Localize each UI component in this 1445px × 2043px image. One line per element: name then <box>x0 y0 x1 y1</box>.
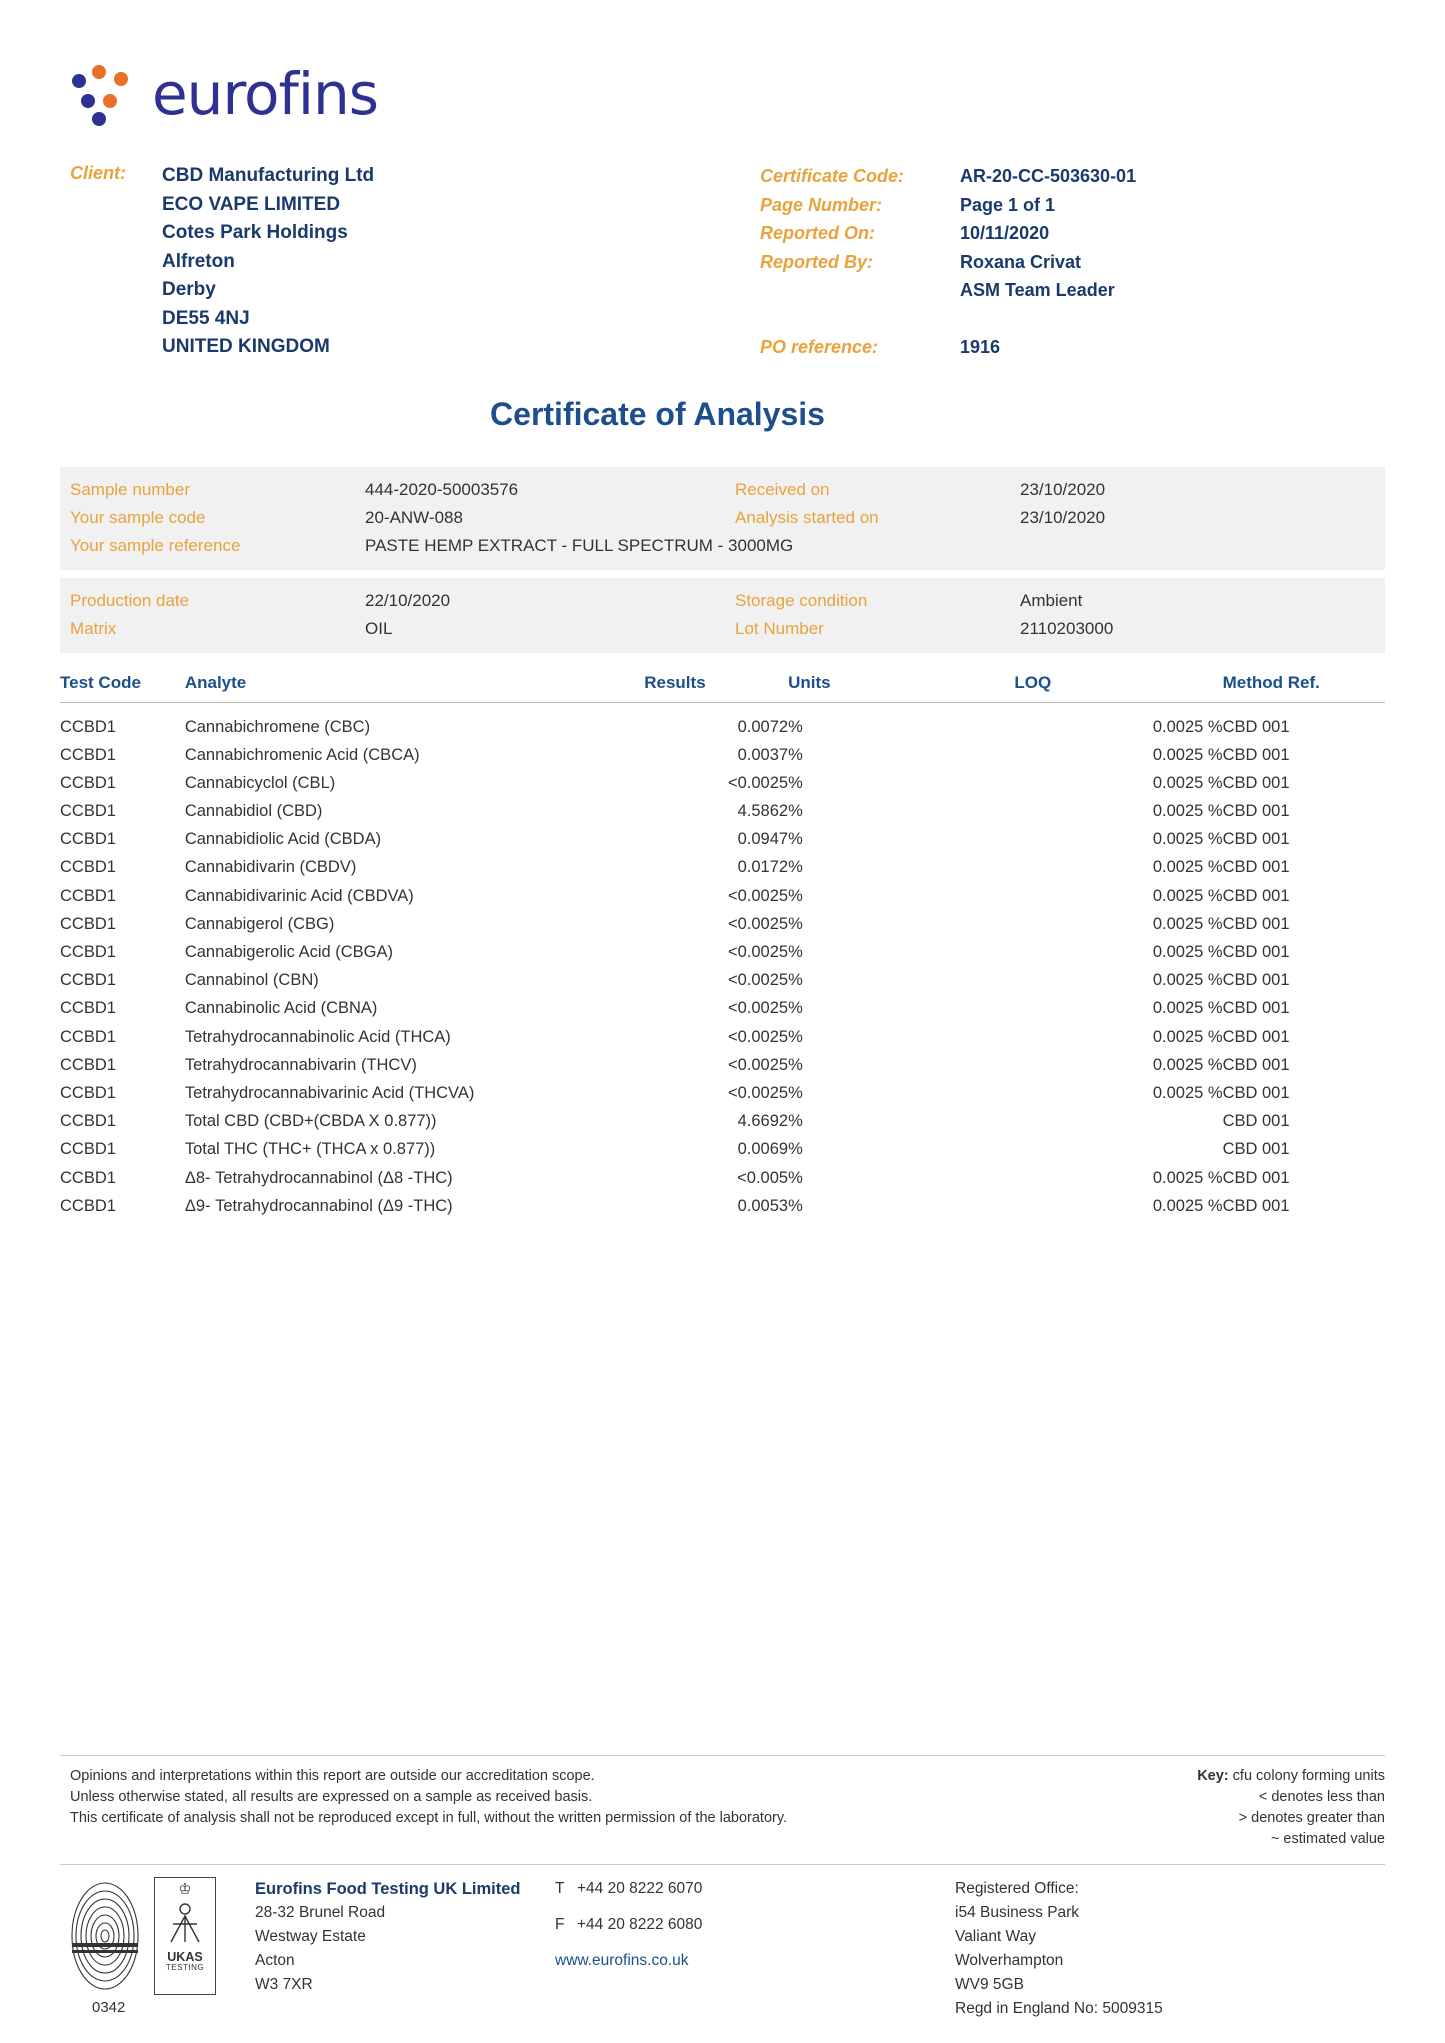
cell-loq: 0.0025 % <box>1152 1083 1223 1102</box>
website-row <box>555 1949 955 1973</box>
cell-test-code: CCBD1 <box>60 943 116 961</box>
cell-loq: 0.0025 % <box>1152 858 1223 877</box>
client-address-line: ECO VAPE LIMITED <box>162 193 341 215</box>
company-address-line: Westway Estate <box>255 1928 366 1945</box>
cell-loq: 0.0025 % <box>1152 802 1223 821</box>
ukas-figure-icon <box>167 1902 203 1946</box>
reported-on-label: Reported On: <box>760 223 875 243</box>
production-info-row <box>60 587 1385 615</box>
table-row <box>60 1136 1385 1164</box>
table-row <box>60 741 1385 769</box>
eurofins-logo-icon <box>70 60 142 128</box>
cell-test-code: CCBD1 <box>60 914 116 933</box>
cell-loq: 0.0025 % <box>1152 1027 1223 1046</box>
cell-result: 0.0053 <box>737 1196 789 1215</box>
ukas-accreditation-mark <box>154 1877 216 1995</box>
cell-units: % <box>788 1083 803 1102</box>
cell-units: % <box>788 1168 803 1187</box>
sample-reference-label: Your sample reference <box>70 535 241 555</box>
cell-units: % <box>788 999 803 1018</box>
cell-analyte: Total THC (THC+ (THCA x 0.877)) <box>184 1140 436 1159</box>
cell-units: % <box>788 717 803 736</box>
certificate-code-label: Certificate Code: <box>760 166 905 186</box>
sample-info-row <box>60 476 1385 504</box>
column-header-results: Results <box>644 669 788 703</box>
cell-result: <0.0025 <box>727 1055 789 1074</box>
sample-info-row <box>60 532 1385 560</box>
cell-test-code: CCBD1 <box>60 999 116 1018</box>
matrix-value: OIL <box>365 618 393 638</box>
registered-office <box>955 1877 1385 2021</box>
cell-loq <box>1014 1136 1222 1164</box>
cell-method-ref: CBD 001 <box>1222 1140 1290 1159</box>
po-reference-value: 1916 <box>960 337 1001 357</box>
cell-test-code: CCBD1 <box>60 1027 116 1046</box>
key-legend <box>1115 1766 1385 1850</box>
cell-analyte: Tetrahydrocannabinolic Acid (THCA) <box>184 1027 451 1046</box>
cell-analyte: Cannabichromene (CBC) <box>184 717 371 736</box>
cell-result: <0.0025 <box>727 886 789 905</box>
phone-row <box>555 1877 955 1901</box>
cell-method-ref: CBD 001 <box>1222 971 1290 990</box>
registered-line: WV9 5GB <box>955 1976 1024 1993</box>
cell-units: % <box>788 886 803 905</box>
table-row <box>60 1108 1385 1136</box>
cell-method-ref: CBD 001 <box>1222 1168 1290 1187</box>
cell-analyte: Δ9- Tetrahydrocannabinol (Δ9 -THC) <box>184 1196 453 1215</box>
production-info-row <box>60 615 1385 643</box>
company-contact <box>555 1877 955 2021</box>
company-address-line: Acton <box>255 1952 295 1969</box>
cell-units: % <box>788 1055 803 1074</box>
client-address-line: Cotes Park Holdings <box>162 222 348 243</box>
phone-label: T <box>555 1880 565 1897</box>
website-link[interactable]: www.eurofins.co.uk <box>555 1952 689 1969</box>
reported-on-value: 10/11/2020 <box>960 223 1050 243</box>
table-row <box>60 1164 1385 1192</box>
brand-wordmark: eurofins <box>152 60 379 128</box>
cell-analyte: Δ8- Tetrahydrocannabinol (Δ8 -THC) <box>184 1168 453 1187</box>
cell-result: <0.0025 <box>727 1083 789 1102</box>
client-address-line: Alfreton <box>162 250 235 272</box>
registered-line: Valiant Way <box>955 1928 1036 1945</box>
table-header-row <box>60 669 1385 703</box>
cell-method-ref: CBD 001 <box>1222 1055 1290 1074</box>
crown-icon: ♔ <box>178 1881 192 1898</box>
cell-units: % <box>788 1027 803 1046</box>
cell-method-ref: CBD 001 <box>1222 858 1290 877</box>
key-value: cfu colony forming units <box>1232 1768 1385 1784</box>
registered-line: Registered Office: <box>955 1880 1079 1897</box>
cell-analyte: Cannabidivarin (CBDV) <box>184 858 357 877</box>
cell-test-code: CCBD1 <box>60 745 116 764</box>
fax-value: +44 20 8222 6080 <box>577 1916 703 1933</box>
client-address <box>162 162 374 362</box>
cell-units: % <box>788 914 803 933</box>
cell-result: <0.005 <box>737 1168 789 1187</box>
certificate-meta-values <box>960 162 1136 362</box>
cell-loq: 0.0025 % <box>1152 773 1223 792</box>
page-number-label: Page Number: <box>760 194 883 215</box>
cell-loq: 0.0025 % <box>1152 943 1223 961</box>
key-line: < denotes less than <box>1258 1789 1385 1805</box>
notes-divider <box>60 1755 1385 1756</box>
cell-test-code: CCBD1 <box>60 717 116 736</box>
table-row <box>60 1079 1385 1107</box>
certificate-code-value: AR-20-CC-503630-01 <box>960 166 1137 186</box>
table-row <box>60 938 1385 966</box>
production-info-block <box>60 578 1385 653</box>
certificate-meta-labels <box>760 162 960 362</box>
table-row <box>60 769 1385 797</box>
cell-method-ref: CBD 001 <box>1222 1027 1290 1046</box>
cell-test-code: CCBD1 <box>60 1083 116 1102</box>
disclaimer-line: Opinions and interpretations within this report are outside our accreditation scope. <box>70 1768 595 1784</box>
client-address-line: Derby <box>162 279 216 300</box>
fax-label: F <box>555 1916 565 1933</box>
cell-test-code: CCBD1 <box>60 858 116 877</box>
cell-test-code: CCBD1 <box>60 886 116 905</box>
key-line: ~ estimated value <box>1270 1831 1385 1847</box>
accreditation-number: 0342 <box>92 1999 126 2016</box>
reported-by-label: Reported By: <box>760 251 874 272</box>
cell-test-code: CCBD1 <box>60 1140 116 1159</box>
cell-method-ref: CBD 001 <box>1222 999 1290 1018</box>
cell-test-code: CCBD1 <box>60 1112 116 1131</box>
sample-info-block <box>60 467 1385 570</box>
cell-units: % <box>788 943 803 961</box>
cell-result: 0.0069 <box>737 1140 789 1159</box>
client-address-line: CBD Manufacturing Ltd <box>162 165 375 186</box>
page-number-value: Page 1 of 1 <box>960 194 1056 215</box>
cell-analyte: Cannabinolic Acid (CBNA) <box>184 999 378 1018</box>
cell-result: 0.0172 <box>737 858 789 877</box>
cell-method-ref: CBD 001 <box>1222 773 1290 792</box>
registered-line: Regd in England No: 5009315 <box>955 2000 1163 2017</box>
table-row <box>60 1192 1385 1220</box>
analysis-started-label: Analysis started on <box>735 507 879 527</box>
cell-analyte: Cannabidiolic Acid (CBDA) <box>184 830 382 849</box>
table-row <box>60 854 1385 882</box>
column-header-test-code: Test Code <box>60 669 185 703</box>
table-row <box>60 702 1385 741</box>
cell-method-ref: CBD 001 <box>1222 717 1290 736</box>
key-line: > denotes greater than <box>1238 1810 1385 1826</box>
cell-method-ref: CBD 001 <box>1222 830 1290 849</box>
sample-number-value: 444-2020-50003576 <box>365 479 519 499</box>
cell-units: % <box>788 971 803 990</box>
disclaimer-notes <box>70 1766 787 1850</box>
client-address-line: DE55 4NJ <box>162 307 250 329</box>
production-date-value: 22/10/2020 <box>365 590 451 610</box>
storage-condition-value: Ambient <box>1020 590 1083 610</box>
cell-loq: 0.0025 % <box>1152 745 1223 764</box>
phone-value: +44 20 8222 6070 <box>577 1880 703 1897</box>
cell-method-ref: CBD 001 <box>1222 886 1290 905</box>
reported-by-title: ASM Team Leader <box>960 280 1115 300</box>
column-header-analyte: Analyte <box>185 669 644 703</box>
client-block <box>70 162 760 362</box>
sample-code-label: Your sample code <box>70 507 206 527</box>
cell-loq: 0.0025 % <box>1152 830 1223 849</box>
sample-number-label: Sample number <box>70 479 191 499</box>
sample-reference-value: PASTE HEMP EXTRACT - FULL SPECTRUM - 3000MG <box>365 535 794 555</box>
cell-method-ref: CBD 001 <box>1222 1083 1290 1102</box>
cell-loq: 0.0025 % <box>1152 971 1223 990</box>
received-on-label: Received on <box>735 479 830 499</box>
cell-units: % <box>788 830 803 849</box>
cell-result: 4.6692 <box>737 1112 789 1131</box>
cell-result: 0.0037 <box>737 745 789 764</box>
client-label: Client: <box>70 163 126 183</box>
table-row <box>60 967 1385 995</box>
disclaimer-line: Unless otherwise stated, all results are expressed on a sample as received basis. <box>70 1789 593 1805</box>
cell-method-ref: CBD 001 <box>1222 1196 1290 1215</box>
cell-analyte: Tetrahydrocannabivarin (THCV) <box>184 1055 417 1074</box>
cell-result: <0.0025 <box>727 971 789 990</box>
matrix-label: Matrix <box>70 618 117 638</box>
cell-analyte: Cannabigerolic Acid (CBGA) <box>184 943 394 961</box>
cell-test-code: CCBD1 <box>60 1055 116 1074</box>
cell-units: % <box>788 773 803 792</box>
key-line <box>1115 1766 1385 1787</box>
cell-result: 0.0072 <box>737 717 789 736</box>
storage-condition-label: Storage condition <box>735 590 868 610</box>
table-row <box>60 882 1385 910</box>
cell-units: % <box>788 1112 803 1131</box>
cell-units: % <box>788 1140 803 1159</box>
analysis-started-value: 23/10/2020 <box>1020 507 1106 527</box>
cell-method-ref: CBD 001 <box>1222 943 1290 961</box>
certificate-meta-block <box>760 162 1385 362</box>
cell-result: <0.0025 <box>727 1027 789 1046</box>
company-address <box>255 1877 555 2021</box>
cell-test-code: CCBD1 <box>60 1196 116 1215</box>
table-row <box>60 1023 1385 1051</box>
lot-number-label: Lot Number <box>735 618 824 638</box>
company-details <box>60 1877 1385 2021</box>
cell-analyte: Cannabigerol (CBG) <box>184 914 335 933</box>
cell-units: % <box>788 802 803 821</box>
cell-result: <0.0025 <box>727 773 789 792</box>
cell-units: % <box>788 745 803 764</box>
page-footer <box>60 1755 1385 2021</box>
cell-method-ref: CBD 001 <box>1222 1112 1290 1131</box>
cell-test-code: CCBD1 <box>60 971 116 990</box>
footer-divider <box>60 1864 1385 1865</box>
key-label: Key: <box>1197 1768 1229 1784</box>
table-row <box>60 797 1385 825</box>
cell-analyte: Cannabicyclol (CBL) <box>184 773 336 792</box>
page-title: Certificate of Analysis <box>490 395 825 432</box>
cell-result: 4.5862 <box>737 802 789 821</box>
cell-method-ref: CBD 001 <box>1222 914 1290 933</box>
cell-loq: 0.0025 % <box>1152 914 1223 933</box>
production-date-label: Production date <box>70 590 190 610</box>
fax-row <box>555 1913 955 1937</box>
cell-analyte: Cannabidivarinic Acid (CBDVA) <box>184 886 414 905</box>
column-header-method-ref: Method Ref. <box>1223 669 1385 703</box>
cell-loq <box>1014 1108 1222 1136</box>
cell-test-code: CCBD1 <box>60 1168 116 1187</box>
company-address-line: W3 7XR <box>255 1976 313 1993</box>
cell-method-ref: CBD 001 <box>1222 745 1290 764</box>
table-row <box>60 910 1385 938</box>
disclaimer-line: This certificate of analysis shall not be reproduced except in full, without the written permission of the laboratory. <box>70 1810 788 1826</box>
cell-analyte: Cannabinol (CBN) <box>184 971 319 990</box>
cell-loq: 0.0025 % <box>1152 1168 1223 1187</box>
brand-header <box>60 48 1385 140</box>
cell-test-code: CCBD1 <box>60 773 116 792</box>
cell-result: 0.0947 <box>737 830 789 849</box>
cell-test-code: CCBD1 <box>60 802 116 821</box>
cell-method-ref: CBD 001 <box>1222 802 1290 821</box>
sample-info-row <box>60 504 1385 532</box>
ukas-label: UKAS <box>167 1950 203 1964</box>
table-row <box>60 826 1385 854</box>
registered-line: i54 Business Park <box>955 1904 1080 1921</box>
table-row <box>60 995 1385 1023</box>
cell-loq: 0.0025 % <box>1152 1055 1223 1074</box>
cell-analyte: Cannabidiol (CBD) <box>184 802 323 821</box>
cell-loq: 0.0025 % <box>1152 999 1223 1018</box>
cell-units: % <box>788 858 803 877</box>
sample-code-value: 20-ANW-088 <box>365 507 463 527</box>
registered-line: Wolverhampton <box>955 1952 1064 1969</box>
cell-loq: 0.0025 % <box>1152 1196 1223 1215</box>
cell-loq: 0.0025 % <box>1152 717 1223 736</box>
received-on-value: 23/10/2020 <box>1020 479 1106 499</box>
cell-analyte: Total CBD (CBD+(CBDA X 0.877)) <box>184 1112 437 1131</box>
ukas-sublabel: TESTING <box>165 1963 205 1972</box>
company-address-line: 28-32 Brunel Road <box>255 1904 386 1921</box>
notes-row <box>60 1766 1385 1850</box>
cell-result: <0.0025 <box>727 943 789 961</box>
company-name: Eurofins Food Testing UK Limited <box>255 1880 521 1898</box>
client-address-line: UNITED KINGDOM <box>162 336 330 357</box>
cell-analyte: Cannabichromenic Acid (CBCA) <box>184 745 420 764</box>
document-header <box>60 162 1385 362</box>
lot-number-value: 2110203000 <box>1020 618 1114 638</box>
table-row <box>60 1051 1385 1079</box>
cell-loq: 0.0025 % <box>1152 886 1223 905</box>
cell-result: <0.0025 <box>727 999 789 1018</box>
po-reference-label: PO reference: <box>760 337 879 357</box>
accreditation-marks <box>70 1877 255 2021</box>
cell-test-code: CCBD1 <box>60 830 116 849</box>
cell-units: % <box>788 1196 803 1215</box>
cell-analyte: Tetrahydrocannabivarinic Acid (THCVA) <box>184 1083 475 1102</box>
results-table <box>60 669 1385 1221</box>
fingerprint-icon <box>70 1877 140 1995</box>
column-header-units: Units <box>788 669 1014 703</box>
column-header-loq: LOQ <box>1014 669 1222 703</box>
reported-by-value: Roxana Crivat <box>960 251 1082 272</box>
cell-result: <0.0025 <box>727 914 789 933</box>
